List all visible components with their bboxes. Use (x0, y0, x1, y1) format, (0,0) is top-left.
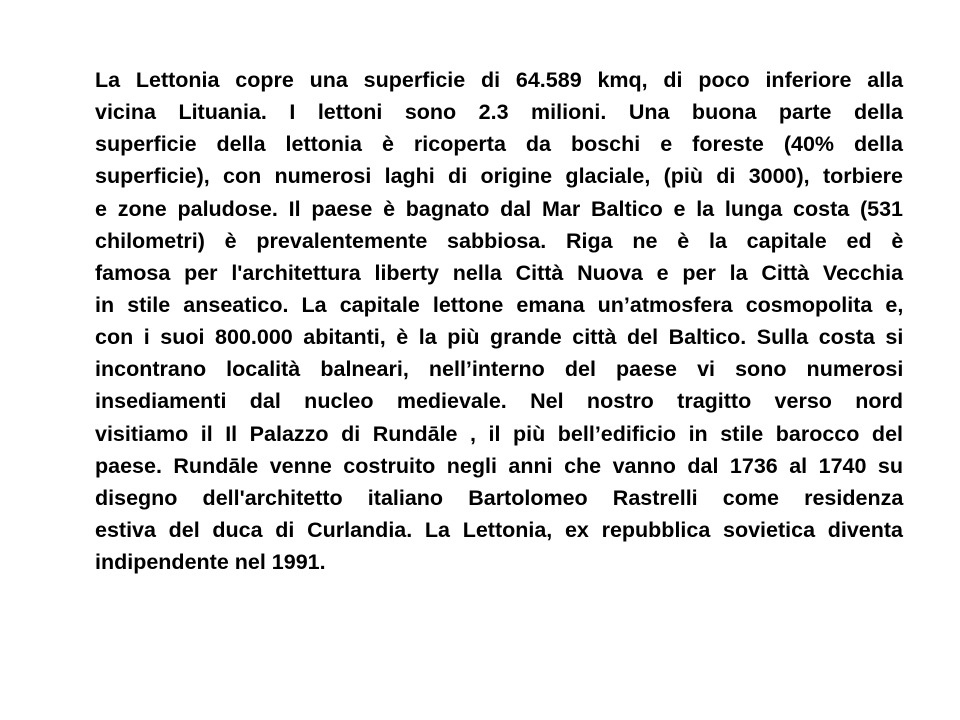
paragraph-line: famosa per l'architettura liberty nella Città Nuova e per la Città Vecchia (95, 260, 904, 285)
paragraph-line: La Lettonia copre una superficie di 64.589 kmq, di poco inferiore alla (95, 68, 904, 92)
paragraph-line: superficie della lettonia è ricoperta da boschi e foreste (40% della (95, 132, 903, 157)
body-paragraph (95, 64, 903, 578)
paragraph-line: vicina Lituania. I lettoni sono 2.3 milioni. Una buona parte della (95, 100, 903, 125)
paragraph-line: incontrano località balneari, nell’interno del paese vi sono numerosi (95, 357, 904, 382)
paragraph-line: disegno dell'architetto italiano Bartolomeo Rastrelli come residenza (95, 485, 904, 510)
paragraph-line: e zone paludose. Il paese è bagnato dal Mar Baltico e la lunga costa (531 (95, 196, 903, 221)
paragraph-line: con i suoi 800.000 abitanti, è la più grande città del Baltico. Sulla costa si (95, 325, 904, 350)
paragraph-line: insediamenti dal nucleo medievale. Nel nostro tragitto verso nord (95, 389, 904, 414)
paragraph-line: chilometri) è prevalentemente sabbiosa. Riga ne è la capitale ed è (95, 228, 904, 253)
paragraph-line: superficie), con numerosi laghi di origine glaciale, (più di 3000), torbiere (95, 164, 903, 189)
paragraph-line: paese. Rundāle venne costruito negli anni che vanno dal 1736 al 1740 su (95, 453, 904, 478)
paragraph-line: in stile anseatico. La capitale lettone emana un’atmosfera cosmopolita e, (95, 292, 904, 317)
paragraph-line: estiva del duca di Curlandia. La Lettonia, ex repubblica sovietica diventa (95, 517, 903, 542)
paragraph-line: visitiamo il Il Palazzo di Rundāle , il più bell’edificio in stile barocco del (95, 421, 903, 446)
paragraph-line: indipendente nel 1991. (95, 550, 326, 575)
